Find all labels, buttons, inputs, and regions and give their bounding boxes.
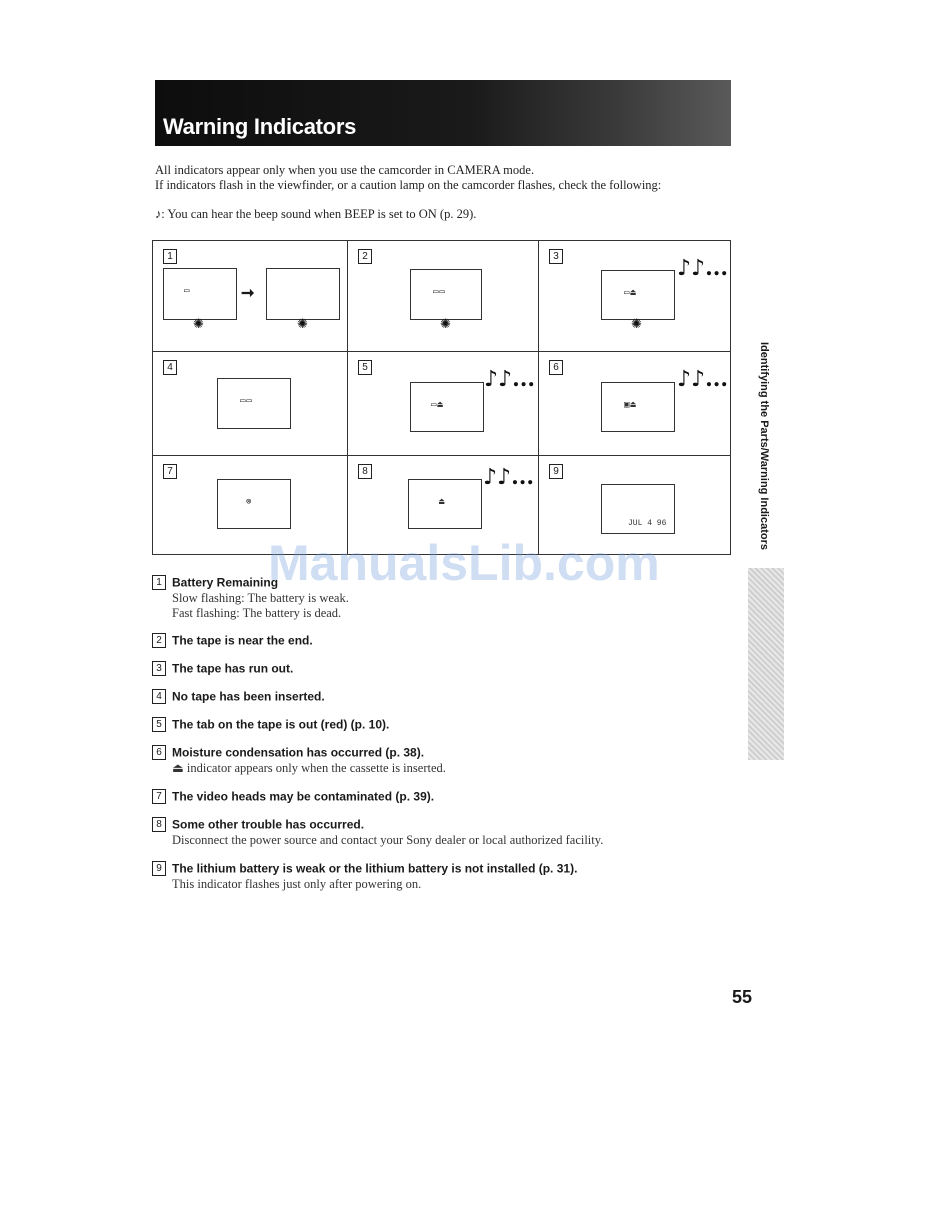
cell-number: 1 [163,249,177,264]
item-heading: No tape has been inserted. [172,689,325,704]
page-title: Warning Indicators [163,114,357,139]
tape-icon: ▭▭ [240,396,253,406]
cell-number: 5 [358,360,372,375]
section-tab-label: Identifying the Parts/Warning Indicators [758,342,770,551]
tape-eject-icon: ▭⏏ [431,400,444,410]
video-head-icon: ⊗ [246,497,253,507]
lamp-icon: ✺ [193,316,204,331]
grid-cell-5 [348,352,539,456]
list-item [152,715,389,733]
watermark: ManualsLib.com [268,535,660,591]
cell-number: 4 [163,360,177,375]
item-heading: The lithium battery is weak or the lithium battery is not installed (p. 31). [172,861,578,876]
grid-cell-2 [348,241,539,352]
beep-icon: ♪♪... [677,255,729,281]
item-number: 8 [152,817,166,832]
viewfinder-screen [266,268,340,320]
intro-line-1: All indicators appear only when you use the camcorder in CAMERA mode. [155,163,535,177]
item-detail: Fast flashing: The battery is dead. [172,606,342,620]
intro-line-2: If indicators flash in the viewfinder, or a caution lamp on the camcorder flashes, check the following: [155,178,662,192]
item-detail: Disconnect the power source and contact your Sony dealer or local authorized facility. [172,833,604,847]
item-number: 2 [152,633,166,648]
item-number: 7 [152,789,166,804]
item-number: 1 [152,575,166,590]
item-number: 5 [152,717,166,732]
list-item [152,573,349,621]
viewfinder-screen [601,484,675,534]
item-number: 9 [152,861,166,876]
grid-cell-6 [539,352,730,456]
viewfinder-screen [217,479,291,529]
list-item [152,631,313,649]
warning-icon: ⏏ [439,497,446,507]
item-heading: The tab on the tape is out (red) (p. 10). [172,717,390,732]
moisture-eject-icon: ▣⏏ [624,400,637,410]
viewfinder-screen [408,479,482,529]
indicator-grid [152,240,731,555]
arrow-right-icon: ➞ [241,285,255,302]
item-heading: Battery Remaining [172,575,279,590]
lamp-icon: ✺ [440,316,451,331]
cell-number: 2 [358,249,372,264]
grid-cell-3 [539,241,730,352]
item-number: 6 [152,745,166,760]
list-item [152,859,577,892]
item-detail: This indicator flashes just only after powering on. [172,877,422,891]
grid-cell-1 [153,241,348,352]
list-item [152,787,434,805]
cell-number: 6 [549,360,563,375]
cell-number: 7 [163,464,177,479]
viewfinder-screen [410,382,484,432]
date-indicator: JUL 4 96 [628,519,667,528]
battery-icon: ▭ [184,286,191,296]
item-heading: Moisture condensation has occurred (p. 38). [172,745,425,760]
item-heading: Some other trouble has occurred. [172,817,365,832]
item-number: 4 [152,689,166,704]
list-item [152,659,293,677]
list-item [152,687,325,705]
lamp-icon: ✺ [631,316,642,331]
viewfinder-screen [410,269,482,320]
list-item [152,815,603,848]
item-heading: The tape has run out. [172,661,294,676]
tape-eject-icon: ▭⏏ [624,288,637,298]
item-heading: The video heads may be contaminated (p. 39). [172,789,435,804]
item-detail: ⏏ indicator appears only when the cassette is inserted. [172,761,446,775]
grid-cell-4 [153,352,348,456]
page-number: 55 [732,987,753,1007]
lamp-icon: ✺ [297,316,308,331]
cell-number: 3 [549,249,563,264]
viewfinder-screen [163,268,237,320]
title-banner [155,80,731,146]
item-detail: Slow flashing: The battery is weak. [172,591,349,605]
beep-note: ♪: You can hear the beep sound when BEEP is set to ON (p. 29). [155,207,477,221]
viewfinder-screen [601,270,675,320]
cell-number: 8 [358,464,372,479]
beep-icon: ♪♪... [677,366,729,392]
list-item [152,743,446,776]
item-heading: The tape is near the end. [172,633,313,648]
cell-number: 9 [549,464,563,479]
beep-icon: ♪♪... [483,464,535,490]
viewfinder-screen [217,378,291,429]
viewfinder-screen [601,382,675,432]
section-tab-marker [748,568,784,760]
tape-icon: ▭▭ [433,287,446,297]
beep-icon: ♪♪... [484,366,536,392]
item-number: 3 [152,661,166,676]
